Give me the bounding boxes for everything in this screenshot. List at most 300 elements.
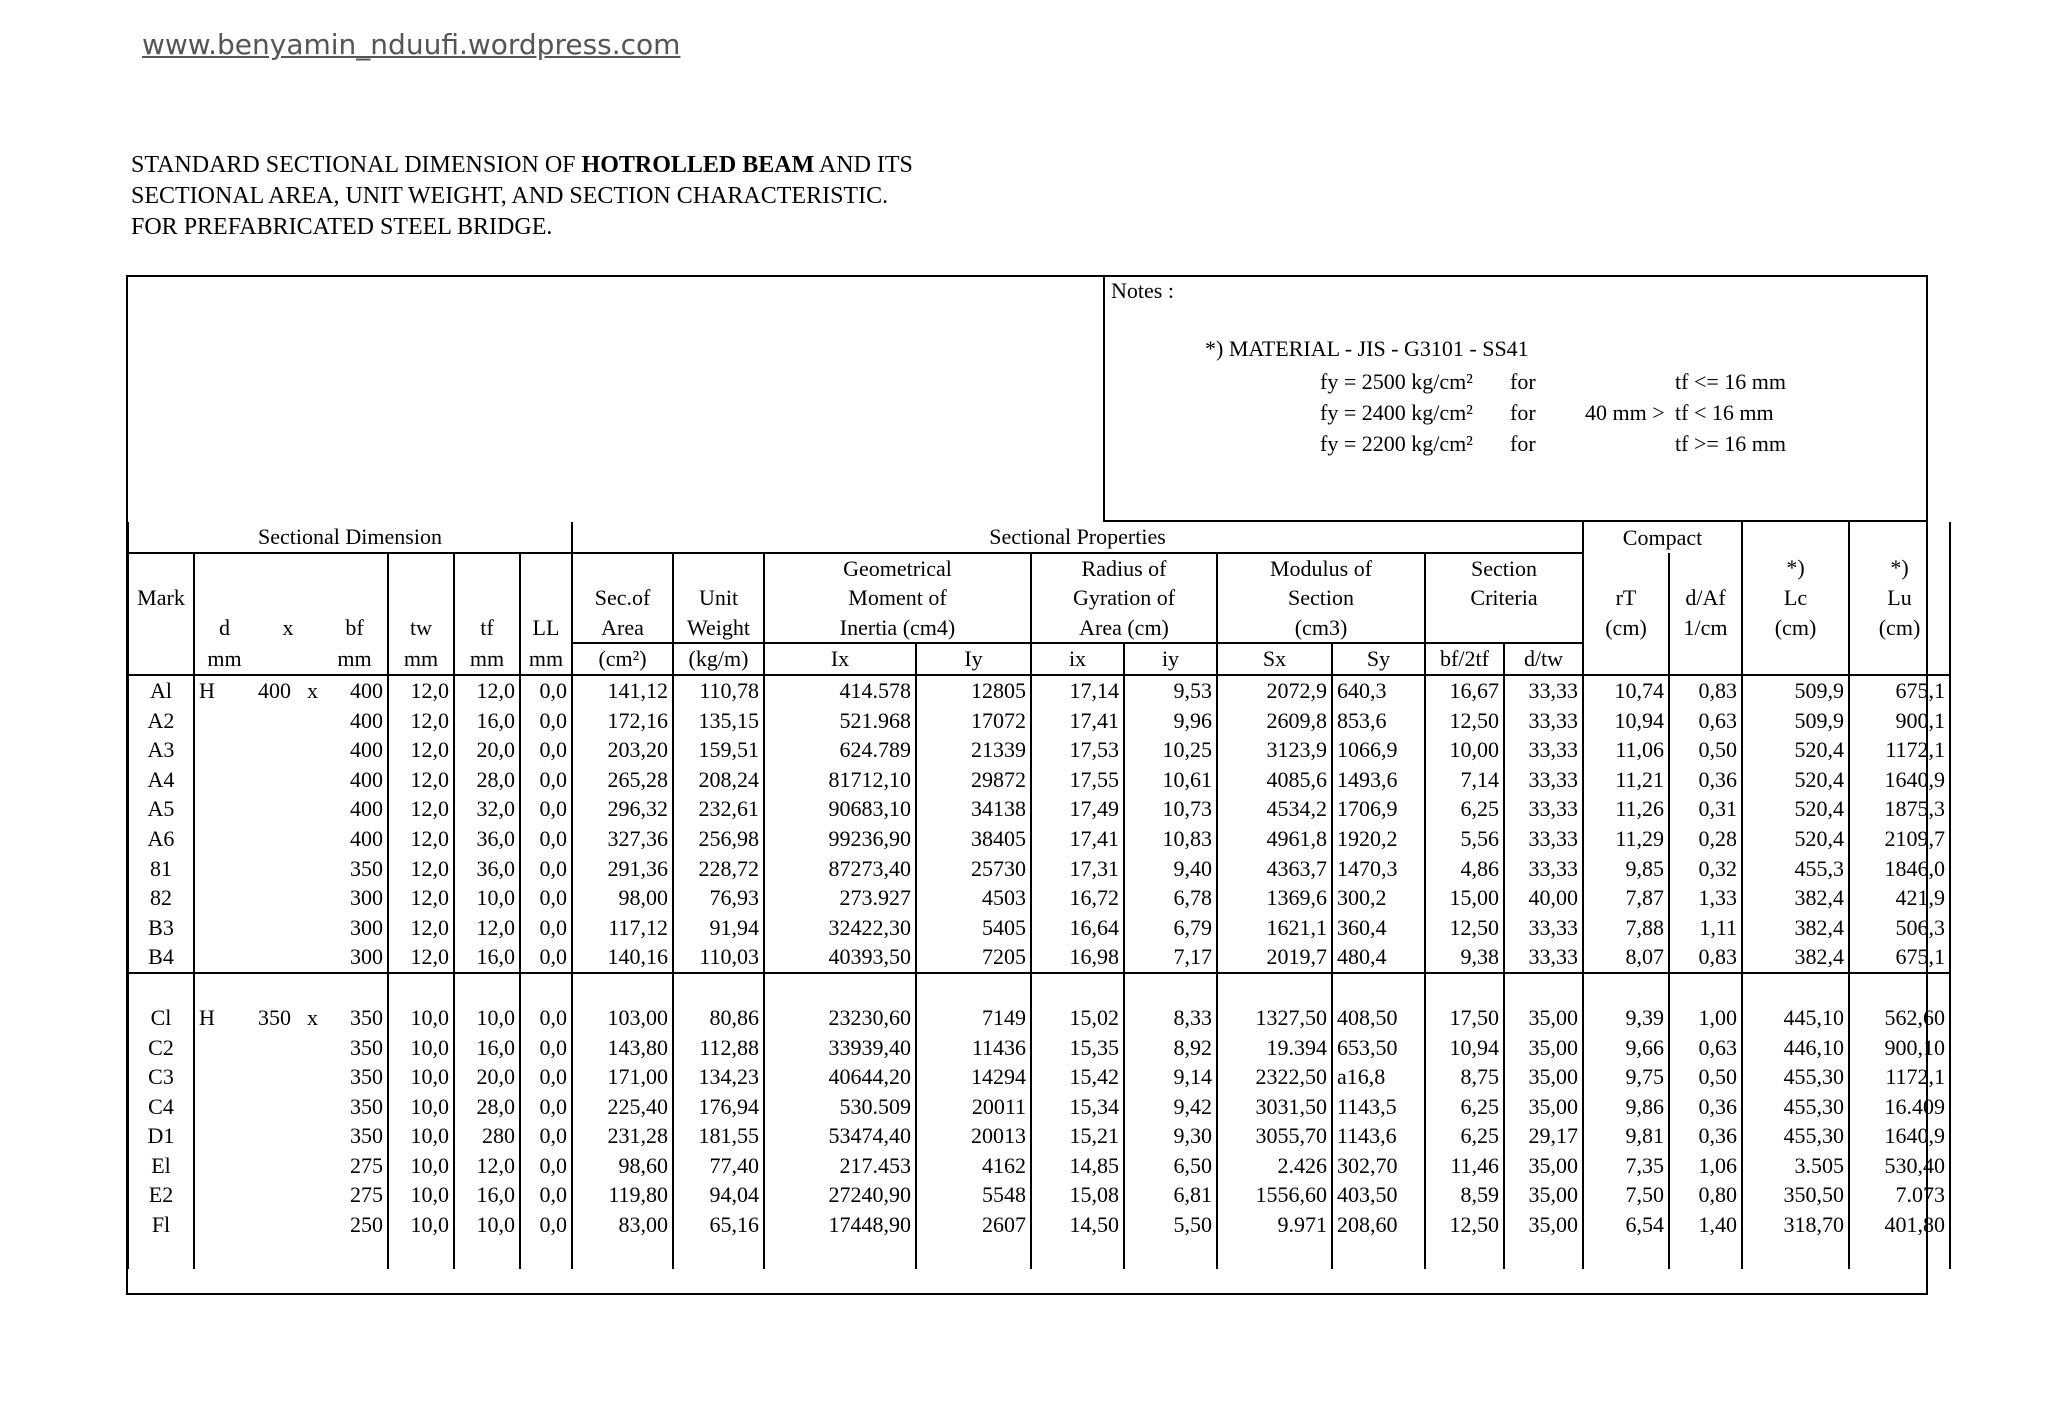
header-criteria: Criteria (1425, 583, 1583, 613)
header-lu-unit: (cm) (1849, 613, 1950, 644)
header-ll: LL (520, 613, 572, 644)
cell-tf: 12,0 (454, 1151, 520, 1181)
cell-dtw: 35,00 (1504, 1003, 1583, 1033)
cell-h (194, 765, 254, 795)
cell-tw: 12,0 (388, 735, 454, 765)
cell-iy: 6,79 (1124, 913, 1217, 943)
header-sec-of: Sec.of (572, 583, 673, 613)
header-moment-of: Moment of (764, 583, 1031, 613)
cell-sx: 4534,2 (1217, 794, 1332, 824)
table-row (128, 883, 1950, 913)
cell-tw: 10,0 (388, 1003, 454, 1033)
cell-lu: 562,60 (1849, 1003, 1950, 1033)
table-row (128, 824, 1950, 854)
header-ix: ix (1031, 643, 1124, 675)
table-header (128, 522, 1950, 675)
cell-sy: 360,4 (1332, 913, 1425, 943)
website-url[interactable]: www.benyamin_nduufi.wordpress.com (142, 28, 681, 61)
header-dtw: d/tw (1504, 643, 1583, 675)
cell-lc: 520,4 (1742, 824, 1849, 854)
fy-line: fy = 2500 kg/cm² for tf <= 16 mm (1320, 369, 1786, 394)
table-row (128, 675, 1950, 706)
cell-ll: 0,0 (520, 735, 572, 765)
cell-ll: 0,0 (520, 854, 572, 884)
table-row (128, 942, 1950, 973)
section-table (127, 522, 1951, 1269)
header-sectional-properties: Sectional Properties (572, 522, 1583, 553)
cell-iy: 20013 (916, 1121, 1031, 1151)
cell-sx: 2.426 (1217, 1151, 1332, 1181)
cell-ll: 0,0 (520, 824, 572, 854)
cell-ix: 40644,20 (764, 1062, 916, 1092)
cell-sx: 1327,50 (1217, 1003, 1332, 1033)
cell-mark: 81 (128, 854, 194, 884)
cell-weight: 135,15 (673, 706, 764, 736)
cell-sy: 408,50 (1332, 1003, 1425, 1033)
cell-rt: 9,39 (1583, 1003, 1669, 1033)
cell-dtw: 35,00 (1504, 1092, 1583, 1122)
cell-ix: 273.927 (764, 883, 916, 913)
cell-bf: 400 (350, 825, 383, 851)
cell-ix: 16,72 (1031, 883, 1124, 913)
cell-weight: 80,86 (673, 1003, 764, 1033)
cell-rt: 9,81 (1583, 1121, 1669, 1151)
cell-daf: 0,83 (1669, 942, 1742, 973)
cell-tf: 10,0 (454, 883, 520, 913)
cell-ix: 32422,30 (764, 913, 916, 943)
cell-tw: 12,0 (388, 854, 454, 884)
notes-label: Notes : (1111, 278, 1174, 303)
cell-weight: 76,93 (673, 883, 764, 913)
cell-sy: 653,50 (1332, 1033, 1425, 1063)
header-x: x (282, 615, 294, 641)
cell-bf2tf: 8,75 (1425, 1062, 1504, 1092)
table-row-spacer (128, 1240, 1950, 1270)
header-mm: mm (388, 643, 454, 675)
cell-iy: 20011 (916, 1092, 1031, 1122)
cell-bf2tf: 6,25 (1425, 1121, 1504, 1151)
cell-bf2tf: 8,59 (1425, 1180, 1504, 1210)
cell-dtw: 33,33 (1504, 675, 1583, 706)
cell-ix: 14,85 (1031, 1151, 1124, 1181)
cell-tw: 12,0 (388, 706, 454, 736)
cell-weight: 176,94 (673, 1092, 764, 1122)
cell-tf: 36,0 (454, 824, 520, 854)
cell-lu: 1640,9 (1849, 1121, 1950, 1151)
cell-tf: 16,0 (454, 1180, 520, 1210)
cell-dtw: 35,00 (1504, 1062, 1583, 1092)
cell-iy: 4503 (916, 883, 1031, 913)
cell-ix: 17,14 (1031, 675, 1124, 706)
cell-tf: 32,0 (454, 794, 520, 824)
cell-d (254, 1180, 322, 1210)
cell-lu: 506,3 (1849, 913, 1950, 943)
cell-area: 117,12 (572, 913, 673, 943)
cell-daf: 0,63 (1669, 706, 1742, 736)
cell-daf: 1,33 (1669, 883, 1742, 913)
cell-ix: 17,49 (1031, 794, 1124, 824)
cell-sy: 1143,5 (1332, 1092, 1425, 1122)
cell-bf: 250 (350, 1212, 383, 1238)
cell-ix: 15,21 (1031, 1121, 1124, 1151)
cell-lc: 382,4 (1742, 883, 1849, 913)
cell-ix: 16,98 (1031, 942, 1124, 973)
cell-sy: 208,60 (1332, 1210, 1425, 1240)
cell-iy: 12805 (916, 675, 1031, 706)
cell-d (254, 1210, 322, 1240)
cell-area: 103,00 (572, 1003, 673, 1033)
cell-lu: 2109,7 (1849, 824, 1950, 854)
cell-tw: 12,0 (388, 765, 454, 795)
cell-d (254, 1092, 322, 1122)
cell-ix: 530.509 (764, 1092, 916, 1122)
cell-sy: 1706,9 (1332, 794, 1425, 824)
cell-sx: 1621,1 (1217, 913, 1332, 943)
cell-iy: 25730 (916, 854, 1031, 884)
cell-area: 291,36 (572, 854, 673, 884)
cell-dtw: 35,00 (1504, 1033, 1583, 1063)
cell-lc: 382,4 (1742, 913, 1849, 943)
cell-lu: 7.073 (1849, 1180, 1950, 1210)
header-unit: Unit (673, 583, 764, 613)
cell-bf2tf: 12,50 (1425, 913, 1504, 943)
cell-sy: 480,4 (1332, 942, 1425, 973)
cell-area: 143,80 (572, 1033, 673, 1063)
cell-lu: 900,1 (1849, 706, 1950, 736)
cell-daf: 0,83 (1669, 675, 1742, 706)
header-tf: tf (454, 613, 520, 644)
cell-ll: 0,0 (520, 1062, 572, 1092)
cell-ll: 0,0 (520, 1180, 572, 1210)
cell-dtw: 33,33 (1504, 942, 1583, 973)
cell-ll: 0,0 (520, 1210, 572, 1240)
cell-mark: A6 (128, 824, 194, 854)
header-mark: Mark (128, 583, 194, 613)
cell-daf: 0,50 (1669, 735, 1742, 765)
cell-daf: 1,11 (1669, 913, 1742, 943)
cell-h (194, 1180, 254, 1210)
cell-sx: 4363,7 (1217, 854, 1332, 884)
cell-lc: 382,4 (1742, 942, 1849, 973)
cell-lu: 675,1 (1849, 942, 1950, 973)
cell-area: 98,60 (572, 1151, 673, 1181)
cell-area: 140,16 (572, 942, 673, 973)
header-star: *) (1849, 553, 1950, 584)
header-mm: mm (520, 643, 572, 675)
cell-sx: 2322,50 (1217, 1062, 1332, 1092)
cell-rt: 9,66 (1583, 1033, 1669, 1063)
cell-h (194, 1210, 254, 1240)
cell-area: 119,80 (572, 1180, 673, 1210)
cell-h (194, 854, 254, 884)
cell-iy: 8,33 (1124, 1003, 1217, 1033)
cell-iy: 7205 (916, 942, 1031, 973)
header-rt-unit: (cm) (1583, 613, 1669, 644)
cell-bf: 400 (350, 796, 383, 822)
cell-bf2tf: 11,46 (1425, 1151, 1504, 1181)
cell-sx: 3055,70 (1217, 1121, 1332, 1151)
cell-tw: 10,0 (388, 1033, 454, 1063)
cell-ix: 87273,40 (764, 854, 916, 884)
cell-iy: 29872 (916, 765, 1031, 795)
cell-lc: 445,10 (1742, 1003, 1849, 1033)
cell-area: 98,00 (572, 883, 673, 913)
table-row (128, 735, 1950, 765)
cell-tf: 16,0 (454, 706, 520, 736)
header-radius: Radius of (1031, 553, 1217, 584)
header-area-cm: Area (cm) (1031, 613, 1217, 644)
cell-bf2tf: 6,25 (1425, 794, 1504, 824)
cell-daf: 0,36 (1669, 1092, 1742, 1122)
title-bold: HOTROLLED BEAM (581, 152, 815, 178)
cell-bf: 400 (350, 766, 383, 792)
cell-daf: 1,06 (1669, 1151, 1742, 1181)
cell-dtw: 33,33 (1504, 706, 1583, 736)
cell-d (254, 883, 322, 913)
cell-sx: 1556,60 (1217, 1180, 1332, 1210)
header-sectional-dimension: Sectional Dimension (128, 522, 572, 553)
cell-bf2tf: 17,50 (1425, 1003, 1504, 1033)
group-a-rows (128, 675, 1950, 973)
cell-tf: 20,0 (454, 735, 520, 765)
cell-area: 231,28 (572, 1121, 673, 1151)
cell-ix: 27240,90 (764, 1180, 916, 1210)
cell-sx: 19.394 (1217, 1033, 1332, 1063)
fy-line: fy = 2200 kg/cm² for tf >= 16 mm (1320, 431, 1786, 456)
header-weight-unit: (kg/m) (673, 643, 764, 675)
cell-lc: 455,30 (1742, 1092, 1849, 1122)
cell-rt: 6,54 (1583, 1210, 1669, 1240)
cell-daf: 0,50 (1669, 1062, 1742, 1092)
cell-dtw: 35,00 (1504, 1210, 1583, 1240)
cell-h (194, 794, 254, 824)
cell-ix: 414.578 (764, 675, 916, 706)
cell-ll: 0,0 (520, 1033, 572, 1063)
cell-ll: 0,0 (520, 1092, 572, 1122)
cell-iy: 5405 (916, 913, 1031, 943)
header-lc: Lc (1742, 583, 1849, 613)
table-row (128, 1180, 1950, 1210)
cell-mark: Fl (128, 1210, 194, 1240)
cell-sy: 1066,9 (1332, 735, 1425, 765)
cell-ll: 0,0 (520, 765, 572, 795)
cell-lc: 520,4 (1742, 735, 1849, 765)
cell-iy: 14294 (916, 1062, 1031, 1092)
cell-lu: 16.409 (1849, 1092, 1950, 1122)
cell-lc: 3.505 (1742, 1151, 1849, 1181)
cell-bf2tf: 12,50 (1425, 706, 1504, 736)
cell-tf: 10,0 (454, 1003, 520, 1033)
cell-h (194, 824, 254, 854)
cell-daf: 0,32 (1669, 854, 1742, 884)
cell-bf: 300 (350, 885, 383, 911)
cell-d (254, 735, 322, 765)
header-bf2tf: bf/2tf (1425, 643, 1504, 675)
cell-sx: 2019,7 (1217, 942, 1332, 973)
cell-h (194, 883, 254, 913)
cell-bf: 400 (350, 677, 383, 703)
cell-bf: 350 (350, 855, 383, 881)
cell-d (254, 1062, 322, 1092)
cell-d (254, 794, 322, 824)
notes-box (1103, 276, 1927, 522)
cell-ix: 15,08 (1031, 1180, 1124, 1210)
title-line-2: SECTIONAL AREA, UNIT WEIGHT, AND SECTION CHARACTERISTIC. (131, 183, 889, 209)
cell-rt: 9,85 (1583, 854, 1669, 884)
cell-h (194, 1121, 254, 1151)
cell-tf: 28,0 (454, 765, 520, 795)
cell-sy: 300,2 (1332, 883, 1425, 913)
cell-mark: C3 (128, 1062, 194, 1092)
cell-lc: 318,70 (1742, 1210, 1849, 1240)
cell-ix: 81712,10 (764, 765, 916, 795)
cell-weight: 159,51 (673, 735, 764, 765)
cell-d (254, 824, 322, 854)
table-row (128, 1151, 1950, 1181)
cell-sy: 640,3 (1332, 675, 1425, 706)
cell-area: 83,00 (572, 1210, 673, 1240)
cell-lu: 1172,1 (1849, 735, 1950, 765)
cell-h (194, 913, 254, 943)
cell-h (194, 1092, 254, 1122)
title-line-3: FOR PREFABRICATED STEEL BRIDGE. (131, 214, 553, 240)
cell-iy: 9,30 (1124, 1121, 1217, 1151)
cell-mark: Al (128, 675, 194, 706)
cell-dtw: 35,00 (1504, 1180, 1583, 1210)
cell-d (254, 765, 322, 795)
cell-rt: 11,29 (1583, 824, 1669, 854)
cell-sx: 9.971 (1217, 1210, 1332, 1240)
cell-ix: 15,34 (1031, 1092, 1124, 1122)
cell-sx: 1369,6 (1217, 883, 1332, 913)
cell-lu: 1875,3 (1849, 794, 1950, 824)
table-row (128, 1033, 1950, 1063)
cell-ix: 53474,40 (764, 1121, 916, 1151)
cell-mark: A4 (128, 765, 194, 795)
cell-ix: 15,42 (1031, 1062, 1124, 1092)
cell-bf: 350 (350, 1004, 383, 1030)
title-text: STANDARD SECTIONAL DIMENSION OF (131, 152, 582, 178)
cell-mark: 82 (128, 883, 194, 913)
cell-lu: 1172,1 (1849, 1062, 1950, 1092)
header-ix-big: Ix (764, 643, 916, 675)
cell-bf2tf: 12,50 (1425, 1210, 1504, 1240)
cell-weight: 256,98 (673, 824, 764, 854)
cell-d (254, 1151, 322, 1181)
cell-ix: 40393,50 (764, 942, 916, 973)
cell-ix: 15,02 (1031, 1003, 1124, 1033)
cell-bf: 400 (350, 707, 383, 733)
cell-h (194, 675, 254, 706)
cell-lu: 1640,9 (1849, 765, 1950, 795)
cell-lc: 455,3 (1742, 854, 1849, 884)
cell-sy: a16,8 (1332, 1062, 1425, 1092)
cell-ll: 0,0 (520, 942, 572, 973)
cell-iy: 4162 (916, 1151, 1031, 1181)
cell-rt: 11,26 (1583, 794, 1669, 824)
cell-iy: 5,50 (1124, 1210, 1217, 1240)
cell-tw: 12,0 (388, 913, 454, 943)
title-text: AND ITS (814, 152, 913, 178)
header-star: *) (1742, 553, 1849, 584)
cell-rt: 10,94 (1583, 706, 1669, 736)
cell-ix: 90683,10 (764, 794, 916, 824)
cell-ix: 16,64 (1031, 913, 1124, 943)
cell-daf: 0,36 (1669, 765, 1742, 795)
table-row (128, 706, 1950, 736)
cell-tw: 10,0 (388, 1180, 454, 1210)
material-note: *) MATERIAL - JIS - G3101 - SS41 (1205, 336, 1529, 361)
cell-d (254, 706, 322, 736)
cell-ix: 14,50 (1031, 1210, 1124, 1240)
cell-sx: 2072,9 (1217, 675, 1332, 706)
cell-daf: 1,40 (1669, 1210, 1742, 1240)
cell-d (254, 854, 322, 884)
cell-iy: 11436 (916, 1033, 1031, 1063)
cell-ix: 17,31 (1031, 854, 1124, 884)
header-cm3: (cm3) (1217, 613, 1425, 644)
cell-bf2tf: 9,38 (1425, 942, 1504, 973)
cell-lc: 509,9 (1742, 675, 1849, 706)
cell-x: x (307, 677, 318, 703)
cell-d (254, 1033, 322, 1063)
cell-tf: 12,0 (454, 913, 520, 943)
cell-ll: 0,0 (520, 706, 572, 736)
cell-weight: 181,55 (673, 1121, 764, 1151)
cell-rt: 7,88 (1583, 913, 1669, 943)
header-weight: Weight (673, 613, 764, 644)
cell-bf: 350 (350, 1123, 383, 1149)
cell-tw: 12,0 (388, 883, 454, 913)
cell-tw: 10,0 (388, 1062, 454, 1092)
cell-bf: 275 (350, 1182, 383, 1208)
cell-bf2tf: 10,94 (1425, 1033, 1504, 1063)
header-mm: mm (194, 643, 254, 675)
cell-bf: 275 (350, 1152, 383, 1178)
cell-h: H (199, 1004, 215, 1030)
cell-dtw: 40,00 (1504, 883, 1583, 913)
header-rt: rT (1583, 583, 1669, 613)
table-row (128, 794, 1950, 824)
cell-bf: 400 (350, 737, 383, 763)
cell-sx: 4085,6 (1217, 765, 1332, 795)
header-area: Area (572, 613, 673, 644)
cell-area: 225,40 (572, 1092, 673, 1122)
cell-iy: 9,53 (1124, 675, 1217, 706)
cell-ix: 99236,90 (764, 824, 916, 854)
cell-daf: 1,00 (1669, 1003, 1742, 1033)
cell-sx: 2609,8 (1217, 706, 1332, 736)
cell-iy: 10,73 (1124, 794, 1217, 824)
cell-weight: 228,72 (673, 854, 764, 884)
cell-iy: 2607 (916, 1210, 1031, 1240)
cell-dtw: 29,17 (1504, 1121, 1583, 1151)
cell-area: 296,32 (572, 794, 673, 824)
header-tw: tw (388, 613, 454, 644)
document-title (131, 150, 913, 243)
cell-ll: 0,0 (520, 794, 572, 824)
cell-tw: 12,0 (388, 824, 454, 854)
table-row (128, 1003, 1950, 1033)
header-compact: Compact (1583, 522, 1742, 553)
header-section-mod: Section (1217, 583, 1425, 613)
cell-ix: 33939,40 (764, 1033, 916, 1063)
cell-tw: 12,0 (388, 675, 454, 706)
cell-daf: 0,36 (1669, 1121, 1742, 1151)
cell-lc: 455,30 (1742, 1062, 1849, 1092)
header-modulus: Modulus of (1217, 553, 1425, 584)
cell-tf: 28,0 (454, 1092, 520, 1122)
